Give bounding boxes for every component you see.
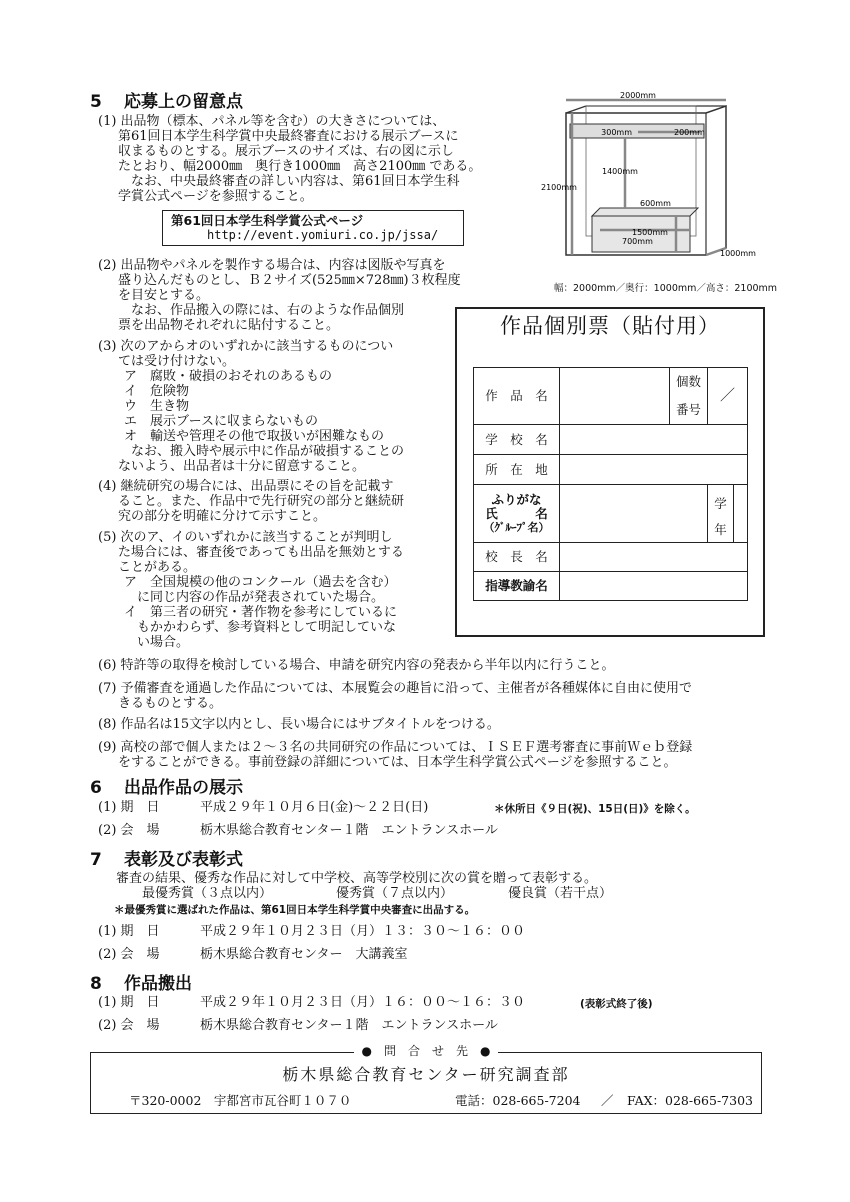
- text-line: た場合には、審査後であっても出品を無効とする: [118, 545, 404, 560]
- count-slash: ／: [719, 386, 735, 405]
- awards-intro: 審査の結果、優秀な作品に対して中学校、高等学校別に次の賞を贈って表彰する。: [116, 871, 598, 886]
- item-label: (2) 会 場: [98, 1018, 160, 1033]
- field-school[interactable]: [560, 425, 748, 455]
- text-line: ことがある。: [118, 560, 197, 575]
- contact-separator: ／: [601, 1093, 614, 1108]
- item-5-6: (6) 特許等の取得を検討している場合、申請を研究内容の発表から半年以内に行うこと。: [98, 658, 615, 673]
- shelf-depth-label: 300mm: [601, 128, 632, 137]
- list-item: イ 第三者の研究・著作物を参考にしているに: [124, 605, 398, 620]
- text-line: (3) 次のアからオのいずれかに該当するものについ: [98, 339, 394, 354]
- contact-box: [90, 1044, 762, 1114]
- official-page-box: [162, 210, 464, 246]
- list-item: エ 展示ブースに収まらないもの: [124, 414, 318, 429]
- field-title[interactable]: [560, 368, 670, 425]
- awards-note: ＊最優秀賞に選ばれた作品は、第61回日本学生科学賞中央審査に出品する。: [114, 904, 476, 916]
- text-line: ないよう、出品者は十分に留意すること。: [118, 459, 366, 474]
- official-page-url[interactable]: http://event.yomiuri.co.jp/jssa/: [207, 228, 439, 242]
- label-group: （ｸﾞﾙｰﾌﾟ名）: [483, 520, 550, 534]
- award-grand: 最優秀賞（３点以内）: [142, 886, 273, 901]
- text-line: 票を出品物それぞれに貼付すること。: [118, 318, 340, 333]
- text-line: 盛り込んだものとし、Ｂ２サイズ(525㎜×728㎜)３枚程度: [118, 273, 461, 288]
- section-title: 応募上の留意点: [124, 92, 243, 112]
- pickup-date: 平成２９年１０月２３日（月）１６：００～１６：３０: [200, 995, 526, 1010]
- item-label: (1) 期 日: [98, 995, 160, 1010]
- text-line: なお、中央最終審査の詳しい内容は、第61回日本学生科: [118, 174, 460, 189]
- booth-caption: 幅：2000mm／奥行：1000mm／高さ：2100mm: [554, 283, 778, 294]
- desk-height-label: 700mm: [622, 237, 653, 246]
- contact-phone[interactable]: 電話：028-665-7204: [455, 1093, 581, 1108]
- section-number: 7: [90, 850, 102, 870]
- section-title: 出品作品の展示: [124, 778, 243, 798]
- text-line: たとおり、幅2000㎜ 奥行き1000㎜ 高さ2100㎜ である。: [118, 159, 482, 174]
- section-title: 作品搬出: [124, 974, 192, 994]
- label-grade-top: 学: [714, 496, 727, 511]
- text-line: 究の部分を明確に分けて示すこと。: [118, 509, 327, 524]
- list-item: オ 輸送や管理その他で取扱いが困難なもの: [124, 429, 385, 444]
- contact-header: [91, 1044, 761, 1060]
- label-name: [474, 485, 560, 543]
- item-5-8: (8) 作品名は15文字以内とし、長い場合にはサブタイトルをつける。: [98, 717, 500, 732]
- ceremony-date: 平成２９年１０月２３日（月）１３：３０～１６：００: [200, 924, 526, 939]
- text-line: 第61回日本学生科学賞中央最終審査における展示ブースに: [118, 129, 459, 144]
- list-item: い場合。: [124, 635, 190, 650]
- list-item: イ 危険物: [124, 384, 190, 399]
- text-line: ること。また、作品中で先行研究の部分と継続研: [118, 494, 405, 509]
- exhibit-venue: 栃木県総合教育センター１階 エントランスホール: [200, 823, 498, 838]
- text-line: (1) 出品物（標本、パネル等を含む）の大きさについては、: [98, 114, 446, 129]
- field-address[interactable]: [560, 455, 748, 485]
- text-line: 学賞公式ページを参照すること。: [118, 189, 313, 204]
- label-count-top: 個数: [675, 374, 701, 389]
- width-label: 2000mm: [620, 91, 656, 100]
- label-fullname: 氏 名: [485, 505, 548, 521]
- section-7-heading: [90, 850, 243, 870]
- section-6-heading: [90, 778, 243, 798]
- item-label: (1) 期 日: [98, 800, 160, 815]
- label-title: 作 品 名: [474, 368, 560, 425]
- text-line: なお、搬入時や展示中に作品が破損することの: [118, 444, 405, 459]
- field-principal[interactable]: [560, 543, 748, 572]
- list-item: もかかわらず、参考資料として明記していな: [124, 620, 396, 635]
- text-line: (7) 予備審査を通過した作品については、本展覧会の趣旨に沿って、主催者が各種媒体に自由に使用で: [98, 681, 693, 696]
- field-count[interactable]: [708, 368, 748, 425]
- label-principal: 校 長 名: [474, 543, 560, 572]
- contact-org: 栃木県総合教育センター研究調査部: [282, 1065, 570, 1084]
- entry-card-title: 作品個別票（貼付用）: [500, 314, 720, 338]
- text-line: (4) 継続研究の場合には、出品票にその旨を記載す: [98, 479, 394, 494]
- section-number: 6: [90, 778, 102, 798]
- booth-diagram: [540, 88, 770, 293]
- award-excellent: 優秀賞（７点以内）: [336, 886, 454, 901]
- text-line: (5) 次のア、イのいずれかに該当することが判明し: [98, 530, 393, 545]
- desk-depth-label: 600mm: [640, 199, 671, 208]
- list-item: ア 全国規模の他のコンクール（過去を含む）: [124, 575, 397, 590]
- item-label: (1) 期 日: [98, 924, 160, 939]
- grade-cell: [708, 485, 748, 543]
- text-line: なお、作品搬入の際には、右のような作品個別: [118, 303, 405, 318]
- text-line: をすることができる。事前登録の詳細については、日本学生科学賞公式ページを参照すること。: [118, 755, 677, 770]
- height-1400-label: 1400mm: [602, 167, 638, 176]
- height-2100-label: 2100mm: [541, 183, 577, 192]
- field-teacher[interactable]: [560, 572, 748, 601]
- label-address: 所 在 地: [474, 455, 560, 485]
- desk-width-label: 1500mm: [632, 228, 668, 237]
- section-5-heading: [90, 92, 243, 112]
- text-line: (2) 出品物やパネルを製作する場合は、内容は図版や写真を: [98, 258, 446, 273]
- label-count: [670, 368, 708, 425]
- shelf-height-label: 200mm: [674, 128, 705, 137]
- list-item: に同じ内容の作品が発表されていた場合。: [124, 590, 385, 605]
- list-item: ウ 生き物: [124, 399, 190, 414]
- entry-card: [455, 307, 765, 637]
- text-line: を目安とする。: [118, 288, 210, 303]
- section-8-heading: [90, 974, 192, 994]
- pickup-note: (表彰式終了後): [580, 998, 653, 1010]
- award-good: 優良賞（若干点）: [508, 886, 613, 901]
- depth-label: 1000mm: [720, 249, 756, 258]
- text-line: (9) 高校の部で個人または２～３名の共同研究の作品については、ＩＳＥＦ選考審査に事前Ｗｅｂ登録: [98, 740, 693, 755]
- label-count-bottom: 番号: [675, 402, 701, 417]
- text-line: 収まるものとする。展示ブースのサイズは、右の図に示し: [118, 144, 454, 159]
- item-label: (2) 会 場: [98, 823, 160, 838]
- field-name[interactable]: [560, 485, 708, 543]
- item-label: (2) 会 場: [98, 947, 160, 962]
- section-number: 8: [90, 974, 102, 994]
- label-furigana: ふりがな: [491, 491, 542, 507]
- label-grade-bottom: 年: [714, 522, 727, 537]
- entry-card-table: [473, 367, 748, 601]
- contact-address: 〒320-0002 宇都宮市瓦谷町１０７０: [129, 1093, 352, 1108]
- exhibit-date: 平成２９年１０月６日(金)～２２日(日): [200, 800, 429, 815]
- official-page-title: 第61回日本学生科学賞公式ページ: [171, 213, 364, 228]
- pickup-venue: 栃木県総合教育センター１階 エントランスホール: [200, 1018, 498, 1033]
- text-line: ては受け付けない。: [118, 354, 236, 369]
- label-grade: [708, 485, 734, 542]
- contact-header-text: ● 問 合 せ 先 ●: [354, 1044, 499, 1058]
- closed-days-note: ＊休所日《９日(祝)、15日(日)》を除く。: [494, 803, 696, 815]
- section-number: 5: [90, 92, 102, 112]
- list-item: ア 腐敗・破損のおそれのあるもの: [124, 369, 333, 384]
- label-teacher: 指導教諭名: [474, 572, 560, 601]
- ceremony-venue: 栃木県総合教育センター 大講義室: [200, 947, 408, 962]
- text-line: きるものとする。: [118, 696, 223, 711]
- section-title: 表彰及び表彰式: [124, 850, 243, 870]
- label-school: 学 校 名: [474, 425, 560, 455]
- contact-fax: FAX：028-665-7303: [627, 1093, 753, 1108]
